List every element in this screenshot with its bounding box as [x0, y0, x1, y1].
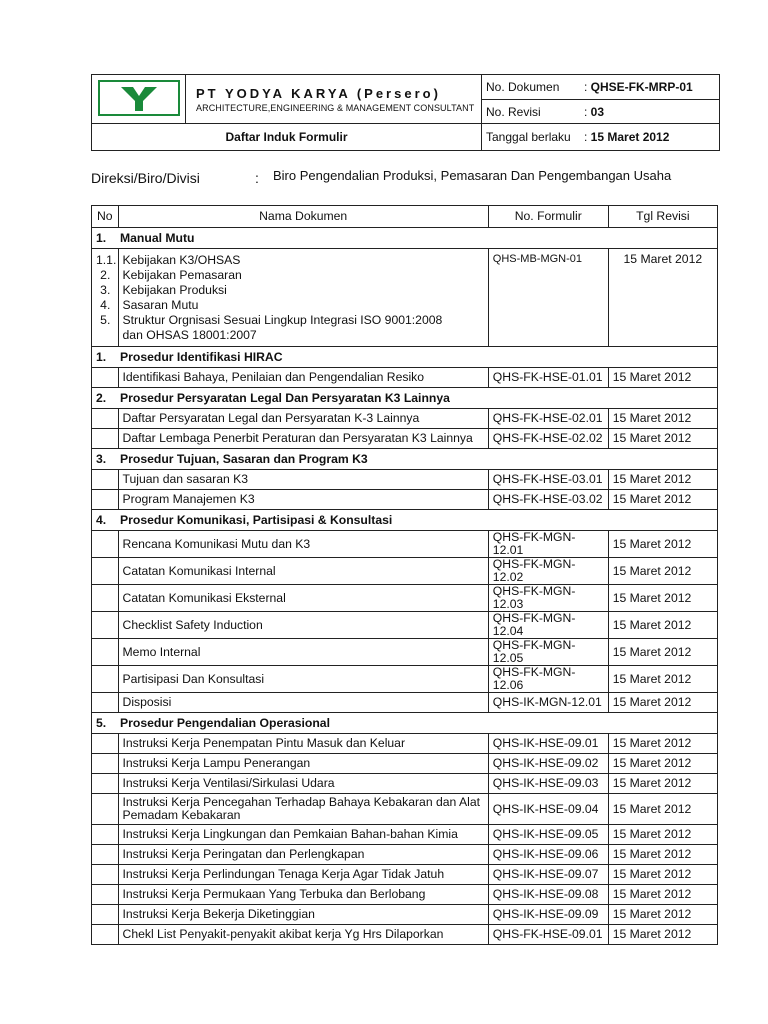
- revision-label: No. Revisi: [486, 104, 541, 119]
- row-number: 1.1.: [96, 253, 117, 267]
- form-number: QHS-FK-HSE-03.01: [488, 470, 608, 490]
- table-row: [92, 612, 718, 639]
- document-names: [118, 249, 488, 347]
- section-title: Manual Mutu: [120, 230, 195, 245]
- revision-date: 15 Maret 2012: [608, 825, 717, 845]
- table-row: [92, 734, 718, 754]
- document-name: Kebijakan Produksi: [122, 283, 227, 297]
- revision-date: 15 Maret 2012: [608, 865, 717, 885]
- row-number: [92, 470, 119, 490]
- doc-number-value: QHSE-FK-MRP-01: [590, 80, 693, 94]
- table-row: [92, 754, 718, 774]
- document-name: Rencana Komunikasi Mutu dan K3: [118, 531, 488, 558]
- form-number: QHS-IK-HSE-09.06: [488, 845, 608, 865]
- document-name: Catatan Komunikasi Internal: [118, 558, 488, 585]
- document-name: Instruksi Kerja Permukaan Yang Terbuka dan Berlobang: [118, 885, 488, 905]
- col-header-form: No. Formulir: [488, 206, 608, 228]
- document-name: Partisipasi Dan Konsultasi: [118, 666, 488, 693]
- section-heading: [92, 449, 718, 470]
- document-name: dan OHSAS 18001:2007: [122, 328, 257, 342]
- form-number: QHS-FK-HSE-02.01: [488, 409, 608, 429]
- table-row: [92, 558, 718, 585]
- doc-number-cell: No. Dokumen : QHSE-FK-MRP-01: [482, 75, 720, 100]
- revision-date: 15 Maret 2012: [608, 794, 717, 825]
- revision-date: 15 Maret 2012: [608, 905, 717, 925]
- form-number: QHS-FK-HSE-09.01: [488, 925, 608, 945]
- document-name: Instruksi Kerja Peringatan dan Perlengkapan: [118, 845, 488, 865]
- effective-date-value: 15 Maret 2012: [590, 130, 670, 144]
- section-number: 1.: [96, 349, 107, 364]
- document-name: Daftar Persyaratan Legal dan Persyaratan K-3 Lainnya: [118, 409, 488, 429]
- document-name: Instruksi Kerja Ventilasi/Sirkulasi Udara: [118, 774, 488, 794]
- form-number: QHS-IK-MGN-12.01: [488, 693, 608, 713]
- form-number: QHS-FK-MGN-12.03: [488, 585, 608, 612]
- row-number: [92, 409, 119, 429]
- revision-date: 15 Maret 2012: [608, 774, 717, 794]
- yodya-karya-logo-icon: [98, 80, 180, 116]
- section-title: Prosedur Tujuan, Sasaran dan Program K3: [120, 451, 368, 466]
- revision-date: 15 Maret 2012: [608, 925, 717, 945]
- section-number: 5.: [96, 715, 107, 730]
- form-number: QHS-IK-HSE-09.04: [488, 794, 608, 825]
- table-row: [92, 885, 718, 905]
- document-name: Instruksi Kerja Penempatan Pintu Masuk dan Keluar: [118, 734, 488, 754]
- form-number: QHS-FK-MGN-12.05: [488, 639, 608, 666]
- company-logo-cell: [92, 75, 186, 124]
- form-number: QHS-IK-HSE-09.01: [488, 734, 608, 754]
- revision-date: 15 Maret 2012: [608, 531, 717, 558]
- revision-date: 15 Maret 2012: [608, 249, 717, 347]
- row-number: 4.: [100, 298, 111, 312]
- division-label: Direksi/Biro/Divisi: [91, 170, 200, 186]
- section-heading: [92, 228, 718, 249]
- document-name: Memo Internal: [118, 639, 488, 666]
- document-name: Daftar Lembaga Penerbit Peraturan dan Persyaratan K3 Lainnya: [118, 429, 488, 449]
- section-number: 3.: [96, 451, 107, 466]
- revision-date: 15 Maret 2012: [608, 612, 717, 639]
- division-value: Biro Pengendalian Produksi, Pemasaran Dan Pengembangan Usaha: [273, 168, 672, 183]
- revision-date: 15 Maret 2012: [608, 885, 717, 905]
- document-name: Instruksi Kerja Bekerja Diketinggian: [118, 905, 488, 925]
- row-number: [92, 865, 119, 885]
- revision-date: 15 Maret 2012: [608, 754, 717, 774]
- division-colon: :: [255, 170, 259, 186]
- row-number: [92, 368, 119, 388]
- row-number: [92, 585, 119, 612]
- revision-date: 15 Maret 2012: [608, 429, 717, 449]
- row-number: [92, 905, 119, 925]
- table-row: [92, 693, 718, 713]
- form-number: QHS-IK-HSE-09.05: [488, 825, 608, 845]
- table-row: [92, 470, 718, 490]
- row-number: [92, 885, 119, 905]
- document-name: Identifikasi Bahaya, Penilaian dan Pengendalian Resiko: [118, 368, 488, 388]
- document-name: Catatan Komunikasi Eksternal: [118, 585, 488, 612]
- form-title: Daftar Induk Formulir: [92, 124, 482, 151]
- row-number: [92, 693, 119, 713]
- section-row: [92, 228, 718, 249]
- revision-date: 15 Maret 2012: [608, 409, 717, 429]
- revision-date: 15 Maret 2012: [608, 845, 717, 865]
- table-row: [92, 490, 718, 510]
- table-row: [92, 368, 718, 388]
- document-header: [91, 74, 720, 151]
- section-number: 1.: [96, 230, 107, 245]
- revision-date: 15 Maret 2012: [608, 368, 717, 388]
- section-row: [92, 449, 718, 470]
- table-row: [92, 865, 718, 885]
- document-name: Instruksi Kerja Lingkungan dan Pemkaian Bahan-bahan Kimia: [118, 825, 488, 845]
- section-heading: [92, 347, 718, 368]
- table-row: [92, 845, 718, 865]
- form-number: QHS-FK-HSE-01.01: [488, 368, 608, 388]
- effective-date-label: Tanggal berlaku: [486, 130, 571, 144]
- row-number: [92, 612, 119, 639]
- table-row: [92, 249, 718, 347]
- revision-date: 15 Maret 2012: [608, 734, 717, 754]
- table-row: [92, 585, 718, 612]
- row-number: [92, 845, 119, 865]
- row-number: [92, 429, 119, 449]
- form-number: QHS-IK-HSE-09.08: [488, 885, 608, 905]
- row-number: [92, 490, 119, 510]
- form-index-table: [91, 205, 718, 945]
- col-header-no: No: [92, 206, 119, 228]
- revision-date: 15 Maret 2012: [608, 585, 717, 612]
- document-name: Struktur Orgnisasi Sesuai Lingkup Integrasi ISO 9001:2008: [122, 313, 443, 327]
- company-subtitle: ARCHITECTURE,ENGINEERING & MANAGEMENT CONSULTANT: [196, 102, 475, 113]
- table-row: [92, 794, 718, 825]
- row-number: [92, 531, 119, 558]
- document-name: Instruksi Kerja Pencegahan Terhadap Bahaya Kebakaran dan Alat Pemadam Kebakaran: [118, 794, 488, 825]
- document-name: Kebijakan Pemasaran: [122, 268, 242, 282]
- table-row: [92, 905, 718, 925]
- revision-date: 15 Maret 2012: [608, 490, 717, 510]
- effective-date-cell: Tanggal berlaku : 15 Maret 2012: [482, 124, 720, 151]
- revision-date: 15 Maret 2012: [608, 666, 717, 693]
- table-row: [92, 429, 718, 449]
- row-number: [92, 558, 119, 585]
- table-row: [92, 666, 718, 693]
- table-row: [92, 531, 718, 558]
- section-row: [92, 347, 718, 368]
- company-name: PT YODYA KARYA (Persero): [196, 85, 441, 101]
- table-row: [92, 774, 718, 794]
- table-row: [92, 825, 718, 845]
- row-number: [92, 639, 119, 666]
- revision-value: 03: [590, 104, 605, 119]
- form-number: QHS-FK-MGN-12.01: [488, 531, 608, 558]
- document-name: Kebijakan K3/OHSAS: [122, 253, 241, 267]
- form-number: QHS-FK-HSE-03.02: [488, 490, 608, 510]
- document-name: Disposisi: [118, 693, 488, 713]
- document-name: Checklist Safety Induction: [118, 612, 488, 639]
- col-header-date: Tgl Revisi: [608, 206, 717, 228]
- form-number: QHS-MB-MGN-01: [488, 249, 608, 347]
- row-number: [92, 794, 119, 825]
- section-title: Prosedur Pengendalian Operasional: [120, 715, 330, 730]
- form-number: QHS-FK-HSE-02.02: [488, 429, 608, 449]
- revision-date: 15 Maret 2012: [608, 558, 717, 585]
- form-number: QHS-FK-MGN-12.02: [488, 558, 608, 585]
- section-title: Prosedur Persyaratan Legal Dan Persyaratan K3 Lainnya: [120, 390, 450, 405]
- document-name: Instruksi Kerja Lampu Penerangan: [118, 754, 488, 774]
- form-number: QHS-IK-HSE-09.02: [488, 754, 608, 774]
- row-number: [92, 825, 119, 845]
- section-number: 4.: [96, 512, 107, 527]
- section-title: Prosedur Identifikasi HIRAC: [120, 349, 283, 364]
- revision-cell: No. Revisi : 03: [482, 100, 720, 124]
- document-name: Program Manajemen K3: [118, 490, 488, 510]
- table-row: [92, 409, 718, 429]
- section-heading: [92, 388, 718, 409]
- form-number: QHS-IK-HSE-09.09: [488, 905, 608, 925]
- row-number: [92, 666, 119, 693]
- section-heading: [92, 510, 718, 531]
- form-number: QHS-FK-MGN-12.06: [488, 666, 608, 693]
- section-row: [92, 713, 718, 734]
- row-number: [92, 774, 119, 794]
- table-row: [92, 639, 718, 666]
- section-row: [92, 510, 718, 531]
- company-block: [186, 75, 482, 124]
- row-number: [92, 925, 119, 945]
- form-index-body: [92, 206, 718, 945]
- doc-number-label: No. Dokumen: [486, 80, 560, 94]
- row-number: [92, 754, 119, 774]
- document-name: Tujuan dan sasaran K3: [118, 470, 488, 490]
- row-numbers: [92, 249, 119, 347]
- revision-date: 15 Maret 2012: [608, 470, 717, 490]
- row-number: [92, 734, 119, 754]
- row-number: 5.: [100, 313, 111, 327]
- document-name: Sasaran Mutu: [122, 298, 199, 312]
- section-row: [92, 388, 718, 409]
- section-number: 2.: [96, 390, 107, 405]
- document-name: Instruksi Kerja Perlindungan Tenaga Kerja Agar Tidak Jatuh: [118, 865, 488, 885]
- table-row: [92, 925, 718, 945]
- form-number: QHS-FK-MGN-12.04: [488, 612, 608, 639]
- col-header-name: Nama Dokumen: [118, 206, 488, 228]
- document-name: Chekl List Penyakit-penyakit akibat kerja Yg Hrs Dilaporkan: [118, 925, 488, 945]
- row-number: 2.: [100, 268, 111, 282]
- table-header-row: [92, 206, 718, 228]
- section-heading: [92, 713, 718, 734]
- row-number: 3.: [100, 283, 111, 297]
- revision-date: 15 Maret 2012: [608, 693, 717, 713]
- form-number: QHS-IK-HSE-09.07: [488, 865, 608, 885]
- revision-date: 15 Maret 2012: [608, 639, 717, 666]
- section-title: Prosedur Komunikasi, Partisipasi & Konsultasi: [120, 512, 393, 527]
- form-number: QHS-IK-HSE-09.03: [488, 774, 608, 794]
